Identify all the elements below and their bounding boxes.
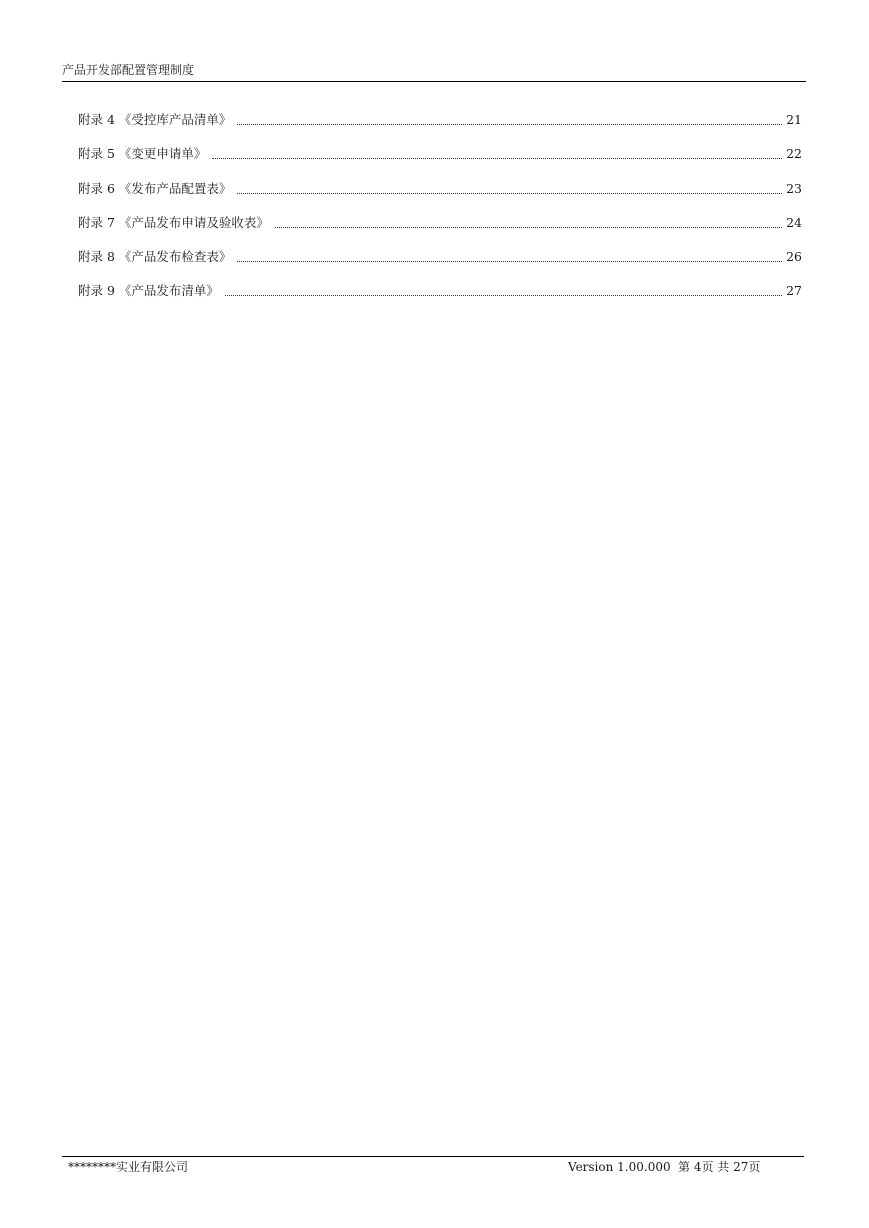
toc-entry-label: 附录 5 《变更申请单》: [78, 146, 207, 162]
toc-dot-leader: [275, 213, 782, 228]
toc-entry-appendix-4[interactable]: [78, 110, 802, 144]
toc-entry-appendix-8[interactable]: [78, 247, 802, 281]
toc-entry-appendix-7[interactable]: [78, 213, 802, 247]
toc-dot-leader: [237, 179, 782, 194]
toc-page-number: 23: [786, 180, 802, 196]
toc-entry-label: 附录 9 《产品发布清单》: [78, 283, 219, 299]
toc-dot-leader: [212, 144, 782, 159]
toc-dot-leader: [225, 281, 782, 296]
toc-dot-leader: [237, 110, 782, 125]
toc-entry-appendix-9[interactable]: [78, 281, 802, 315]
toc-page-number: 27: [786, 283, 802, 299]
company-name: ********实业有限公司: [68, 1160, 189, 1174]
toc-entry-label: 附录 4 《受控库产品清单》: [78, 112, 232, 127]
toc-entry-appendix-6[interactable]: [78, 179, 802, 213]
page-footer: [62, 1156, 804, 1181]
toc-entry-appendix-5[interactable]: [78, 144, 802, 178]
toc-page-number: 21: [786, 112, 802, 127]
toc-entry-label: 附录 6 《发布产品配置表》: [78, 180, 232, 196]
toc-entry-label: 附录 8 《产品发布检查表》: [78, 249, 232, 265]
version-label: Version 1.00.000: [568, 1160, 671, 1174]
toc-page-number: 24: [786, 214, 802, 230]
toc-page-number: 26: [786, 249, 802, 265]
page-number-info: 第 4页 共 27页: [678, 1160, 761, 1174]
toc-page-number: 22: [786, 146, 802, 162]
toc-entry-label: 附录 7 《产品发布申请及验收表》: [78, 214, 269, 230]
toc-dot-leader: [237, 247, 782, 262]
document-title: 产品开发部配置管理制度: [62, 63, 195, 77]
table-of-contents: [78, 110, 802, 316]
page-header: [62, 63, 806, 82]
